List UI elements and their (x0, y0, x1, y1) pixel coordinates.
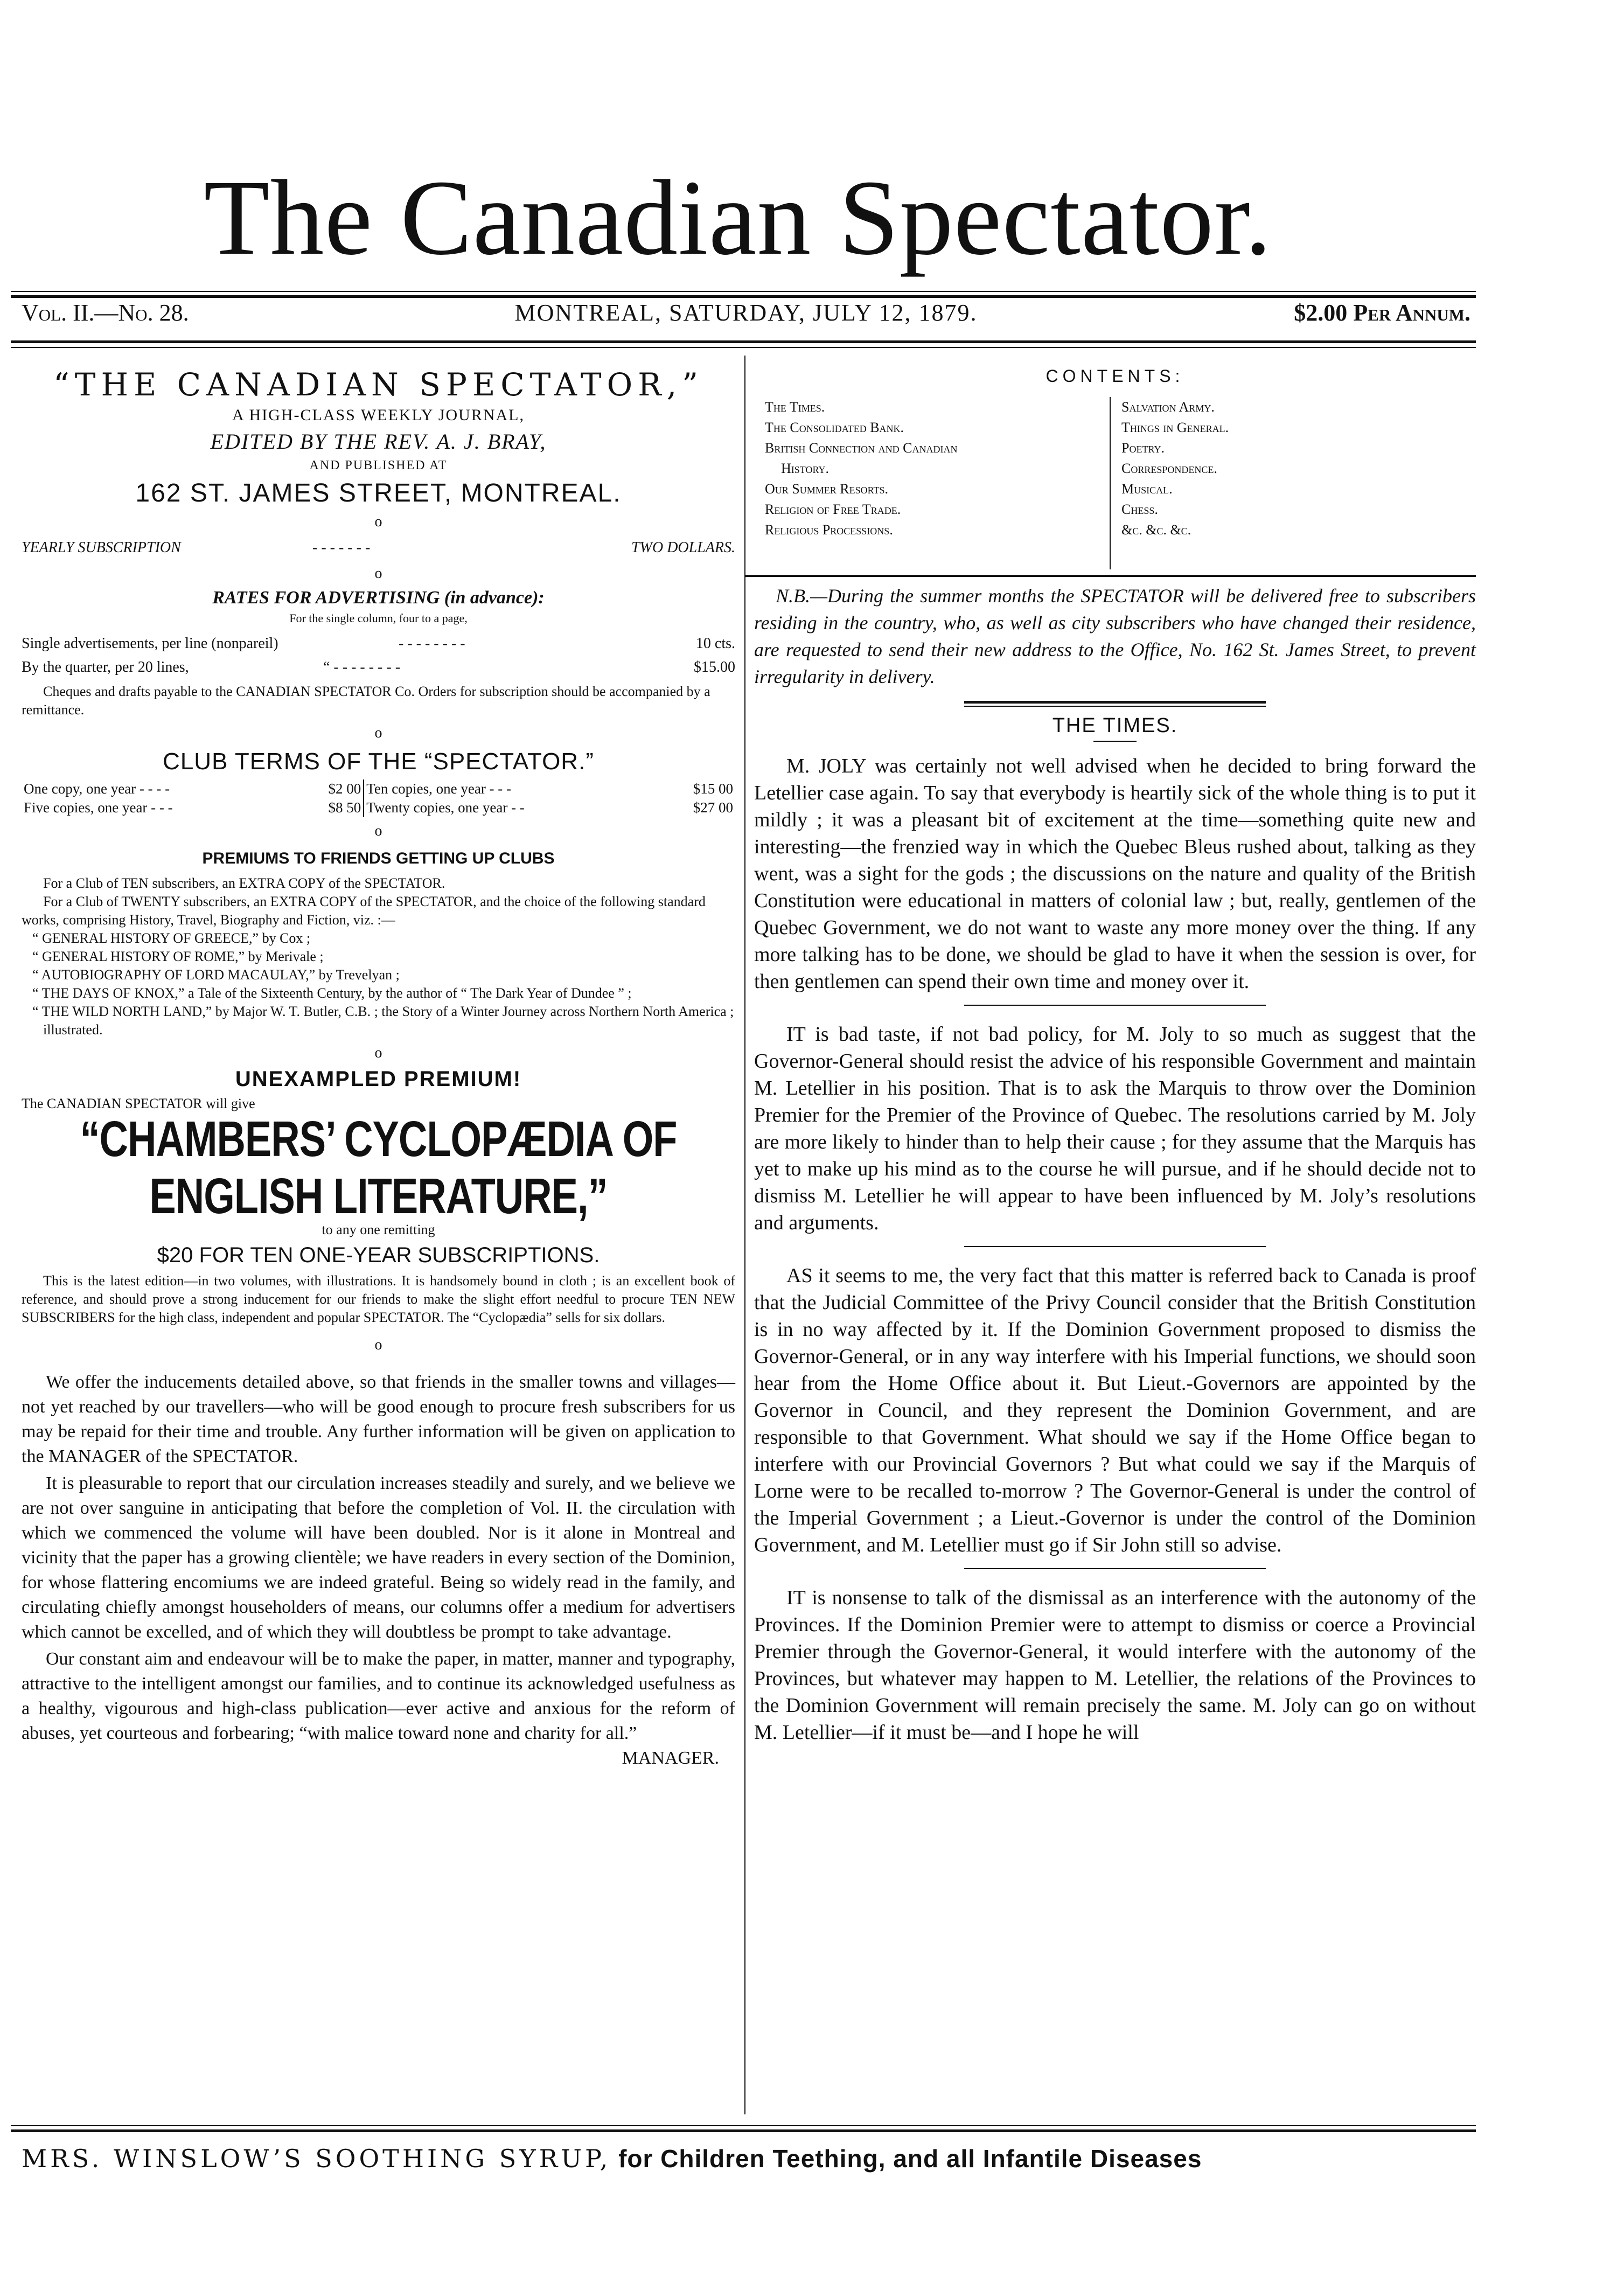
cheques-note: Cheques and drafts payable to the CANADIAN SPECTATOR Co. Orders for subscription should be accompanied by a remittance. (22, 684, 710, 718)
unexampled-premium: UNEXAMPLED PREMIUM! (235, 1067, 522, 1091)
will-give: The CANADIAN SPECTATOR will give (22, 1096, 255, 1111)
club-term: Twenty copies, one year - - (366, 799, 525, 816)
ornament: o (374, 565, 382, 582)
leader-dots: - - - - - - - (312, 539, 371, 556)
table-row (22, 779, 735, 798)
subscription-value: TWO DOLLARS. (631, 539, 735, 556)
latest-edition-note: This is the latest edition—in two volumes, with illustrations. It is handsomely bound in cloth ; is an excellent book of reference, and should prove a strong inducement for our friends to make the slight effort needful to procure TEN NEW SUBSCRIBERS for the high class, independent and popular SPECTATOR. The “Cyclopædia” sells for six dollars. (22, 1273, 735, 1325)
list-item: Chess. (1121, 502, 1158, 517)
divider (964, 1246, 1266, 1247)
club-term: One copy, one year - - - - (24, 781, 170, 797)
list-item: Correspondence. (1121, 461, 1217, 476)
nb-notice: N.B.—During the summer months the SPECTATOR will be delivered free to subscribers residing in the country, who, as well as city subscribers who have changed their residence, are requested to send their new address to the Office, No. 162 St. James Street, to prevent irregularity in delivery. (754, 585, 1476, 687)
paragraph: AS it seems to me, the very fact that this matter is referred back to Canada is proof that the Judicial Committee of the Privy Council consider that the British Constitution is in no way affected by it. If the Dominion Government proposed to dismiss the Governor-General, or in any way interfere with his Imperial functions, we should soon hear from the Home Office about it. But Lieut.-Governors are appointed by the Governor in Council, and they represent the Dominion Government, and are responsible to that Government. What should we say if the Home Office began to interfere with our Provincial Governors ? But what could we say if the Marquis of Lorne were to be recalled to-morrow ? The Governor-General is under the control of the Imperial Government ; a Lieut.-Governor is under the control of the Dominion Government, and M. Letellier must go if Sir John still so advise. (754, 1264, 1476, 1556)
list-item: Poetry. (1121, 440, 1165, 456)
rule (964, 706, 1266, 707)
club-price: $2 00 (296, 779, 364, 798)
premiums-title: PREMIUMS TO FRIENDS GETTING UP CLUBS (202, 850, 555, 867)
rule (11, 291, 1476, 292)
list-item: “ THE DAYS OF KNOX,” a Tale of the Sixteenth Century, by the author of “ The Dark Year of Dundee ” ; (32, 985, 632, 1001)
contents-column (765, 397, 1099, 540)
editor-line: EDITED BY THE REV. A. J. BRAY, (210, 429, 547, 454)
dateline (22, 299, 1470, 337)
club-price: $27 00 (693, 799, 733, 816)
manager-notice (22, 1370, 735, 1746)
rule (11, 340, 1476, 343)
club-terms-title: CLUB TERMS OF THE “SPECTATOR.” (163, 748, 594, 775)
table-row (22, 798, 735, 817)
club-term: Five copies, one year - - - (24, 799, 173, 816)
divider (964, 1005, 1266, 1006)
subscription-offer: $20 FOR TEN ONE-YEAR SUBSCRIPTIONS. (157, 1243, 600, 1267)
rule (11, 2125, 1476, 2126)
advert-text: for Children Teething, and all Infantile Diseases (618, 2145, 1202, 2173)
paragraph: Our constant aim and endeavour will be to make the paper, in matter, manner and typography, attractive to the intelligent amongst our families, and to continue its acknowledged usefulness as a healthy, vigourous and high-class publication—ever active and anxious for the reform of abuses, yet courteous and forbearing; “with malice toward none and charity for all.” (22, 1649, 735, 1743)
paragraph: M. JOLY was certainly not well advised when he decided to bring forward the Letellier case again. To say that everybody is heartily sick of the whole thing is to put it mildly ; it was a pleasant bit of excitement at the time—something quite new and interesting—the frenzied way in which the Quebec Bleus rushed about, talking as they went, was a sight for the gods ; the discussions on the nature and quality of the British Constitution were educational in matters of colonial law ; but, really, gentlemen of the Quebec Government, we do not want to waste any more money over the thing. If any more talking has to be done, we should be glad to have it when the session is over, for then gentlemen can spend their own time and money over it. (754, 755, 1476, 993)
column-divider (744, 356, 745, 2114)
list-item: “ GENERAL HISTORY OF ROME,” by Merivale ; (32, 949, 324, 964)
list-item: British Connection and Canadian (765, 440, 958, 456)
list-item: Religious Processions. (765, 522, 893, 538)
list-item: The Consolidated Bank. (765, 420, 904, 435)
subscription-row (22, 536, 735, 560)
rates-note: For the single column, four to a page, (289, 611, 468, 625)
premium-text: For a Club of TEN subscribers, an EXTRA COPY of the SPECTATOR. (43, 875, 445, 891)
list-item: Things in General. (1121, 420, 1229, 435)
left-column (22, 366, 735, 1769)
list-item: “ THE WILD NORTH LAND,” by Major W. T. Butler, C.B. ; the Story of a Winter Journey across Northern North America ; illustrated. (32, 1004, 734, 1038)
premium-text: For a Club of TWENTY subscribers, an EXTRA COPY of the SPECTATOR, and the choice of the following standard works, comprising History, Travel, Biography and Fiction, viz. :— (22, 894, 706, 928)
chambers-title: “CHAMBERS’ CYCLOPÆDIA OF ENGLISH LITERATURE,” (80, 1111, 677, 1224)
subscription-label: YEARLY SUBSCRIPTION (22, 539, 181, 556)
club-price: $15 00 (693, 781, 733, 797)
rule (1093, 741, 1137, 742)
rule (11, 295, 1476, 298)
contents-list (754, 397, 1476, 575)
club-term: Ten copies, one year - - - (366, 781, 512, 797)
list-item: Salvation Army. (1121, 399, 1215, 415)
contents-column (1110, 397, 1423, 569)
rate-row (22, 656, 735, 679)
ornament: o (374, 1337, 382, 1353)
ornament: o (374, 725, 382, 741)
subscription-price: $2.00 Per Annum. (1294, 300, 1470, 326)
rate-value: 10 cts. (695, 635, 735, 652)
leader-dots: “ - - - - - - - - (323, 659, 401, 676)
club-price: $8 50 (296, 798, 364, 817)
contents-title: CONTENTS: (1046, 366, 1184, 386)
paragraph: IT is nonsense to talk of the dismissal as an interference with the autonomy of the Provinces. If the Dominion Premier were to attempt to dismiss or coerce a Provincial Premier through the Governor-General, it would interfere with the autonomy of the Provinces, but whatever may happen to M. Letellier, the relations of the Provinces to the Dominion Government will remain precisely the same. M. Joly can go on without M. Letellier—if it must be—and I hope he will (754, 1586, 1476, 1744)
ornament: o (374, 513, 382, 530)
list-item: Religion of Free Trade. (765, 502, 901, 517)
rate-value: $15.00 (694, 659, 735, 676)
ad-title: “THE CANADIAN SPECTATOR,” (53, 366, 703, 403)
footer-advert (22, 2144, 1476, 2173)
rule (11, 2129, 1476, 2132)
works-list (22, 929, 735, 1039)
volume-number: Vol. II.—No. 28. (22, 300, 189, 326)
list-item: Our Summer Resorts. (765, 481, 889, 497)
rate-label: Single advertisements, per line (nonpareil) (22, 635, 278, 652)
paragraph: We offer the inducements detailed above, so that friends in the smaller towns and villages—not yet reached by our travellers—who will be good enough to procure fresh subscribers for us may be repaid for their time and trouble. Any further information will be given on application to the MANAGER of the SPECTATOR. (22, 1372, 735, 1466)
ornament: o (374, 1045, 382, 1061)
tagline: A HIGH-CLASS WEEKLY JOURNAL, (232, 406, 525, 424)
list-item: &c. &c. &c. (1121, 522, 1191, 538)
advert-brand: MRS. WINSLOW’S SOOTHING SYRUP, (22, 2144, 611, 2173)
leader-dots: - - - - - - - - (399, 635, 465, 652)
rule (11, 347, 1476, 348)
footer-line (22, 2145, 1202, 2173)
rule (744, 575, 1476, 577)
divider (964, 1568, 1266, 1569)
club-terms-table (22, 779, 735, 817)
list-item: “ AUTOBIOGRAPHY OF LORD MACAULAY,” by Trevelyan ; (32, 967, 400, 983)
address: 162 ST. JAMES STREET, MONTREAL. (135, 479, 622, 507)
right-column (754, 366, 1476, 1746)
rates-title: RATES FOR ADVERTISING (in advance): (212, 588, 545, 608)
signature: MANAGER. (622, 1748, 719, 1768)
paragraph: IT is bad taste, if not bad policy, for M. Joly to so much as suggest that the Governor-General should resist the advice of his responsible Government and maintain M. Letellier in his position. That is to ask the Marquis to throw over the Dominion Premier for the Premier of the Province of Quebec. The resolutions carried by M. Joly are more likely to hinder than to help their cause ; for they assume that the Marquis has yet to make up his mind as to the course he will pursue, and if he should decide not to dismiss M. Letellier he will appear to have been influenced by M. Joly’s resolutions and arguments. (754, 1023, 1476, 1234)
list-item: The Times. (765, 399, 825, 415)
list-item: Musical. (1121, 481, 1173, 497)
rule (964, 701, 1266, 704)
paragraph: It is pleasurable to report that our circulation increases steadily and surely, and we believe we are not over sanguine in anticipating that before the completion of Vol. II. the circulation with which we commenced the volume will have been doubled. Nor is it alone in Montreal and vicinity that the paper has a growing clientèle; we have readers in every section of the Dominion, for whose flattering encomiums we are indeed grateful. Being so widely read in the family, and circulating chiefly amongst householders of means, our columns offer a medium for advertisers which cannot be excelled, and of which they will doubtless be prompt to take advantage. (22, 1473, 735, 1642)
rate-label: By the quarter, per 20 lines, (22, 659, 189, 676)
issue-date: MONTREAL, SATURDAY, JULY 12, 1879. (514, 300, 978, 326)
to-any-one: to any one remitting (322, 1222, 435, 1237)
section-heading: THE TIMES. (1052, 714, 1178, 737)
published-line: AND PUBLISHED AT (309, 458, 448, 472)
rate-row (22, 632, 735, 656)
list-item: History. (781, 461, 829, 476)
list-item: “ GENERAL HISTORY OF GREECE,” by Cox ; (32, 930, 311, 946)
ornament: o (374, 823, 382, 839)
masthead-title: The Canadian Spectator. (204, 158, 1272, 277)
